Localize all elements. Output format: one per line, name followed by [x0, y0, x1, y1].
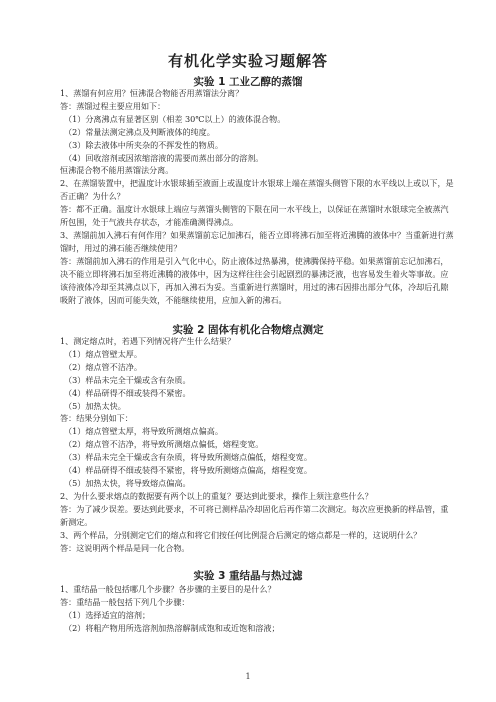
answer-line: 答：蒸馏前加入沸石的作用是引入气化中心，防止液体过热暴沸，使沸腾保持平稳。如果蒸馏前忘记加沸石，决不能立即将沸石加至将近沸腾的液体中，因为这样往往会引起剧烈的暴沸泛液，也容易发生着火等事故。应该待液体冷却至其沸点以下，再加入沸石为妥。当重新进行蒸馏时，用过的沸石因排出部分气体，冷却后孔隙吸附了液体，因而可能失效，不能继续使用，应加入新的沸石。	[60, 255, 449, 305]
answer-item: （3）样品未完全干燥或含有杂质，将导致所测熔点偏低，熔程变宽。	[64, 452, 312, 463]
answer-item: （4）回收溶剂或因浓缩溶液的需要而蒸出部分的溶剂。	[64, 152, 264, 163]
question-item: （3）样品未完全干燥或含有杂质。	[64, 374, 191, 385]
question-line: 2、在蒸馏装置中，把温度计水银球插至液面上或温度计水银球上端在蒸馏头侧管下限的水平线以上或以下，是否正确？为什么？	[60, 178, 454, 202]
page-number: 1	[245, 672, 251, 681]
answer-item: （2）熔点管不洁净，将导致所测熔点偏低，熔程变宽。	[64, 439, 264, 450]
answer-line: 恒沸混合物不能用蒸馏法分离。	[60, 165, 174, 176]
section-body	[48, 335, 456, 554]
question-line: 2、为什么要求熔点的数据要有两个以上的重复？要达到此要求，操作上须注意些什么？	[60, 490, 373, 501]
answer-item: （4）样品研得不细或装得不紧密，将导致所测熔点偏高，熔程变宽。	[64, 465, 312, 476]
section-heading: 实验 3 重结晶与热过滤	[193, 570, 303, 582]
question-line: 1、蒸馏有何应用？恒沸混合物能否用蒸馏法分离？	[60, 88, 244, 98]
answer-line: 答：这说明两个样品是同一化合物。	[60, 542, 190, 553]
answer-line: 答：结果分别如下：	[60, 413, 133, 424]
section-heading: 实验 2 固体有机化合物熔点测定	[172, 324, 324, 336]
answer-line: 答：为了减少误差。要达到此要求，不可将已测样品冷却固化后再作第二次测定。每次应更换新的样品管，重新测定。	[60, 503, 449, 527]
section-heading: 实验 1 工业乙醇的蒸馏	[193, 76, 303, 88]
answer-line: 答：蒸馏过程主要应用如下：	[60, 100, 166, 111]
answer-item: （2）常量法测定沸点及判断液体的纯度。	[64, 126, 215, 137]
answer-item: （2）将粗产物用所选溶剂加热溶解制成饱和或近饱和溶液；	[64, 622, 280, 633]
section-body	[48, 87, 456, 306]
answer-item: （3）除去液体中所夹杂的不挥发性的物质。	[64, 139, 223, 150]
question-line: 3、蒸馏前加入沸石有何作用？如果蒸馏前忘记加沸石，能否立即将沸石加至将近沸腾的液体中？当重新进行蒸馏时，用过的沸石能否继续使用？	[60, 229, 454, 253]
question-item: （2）熔点管不洁净。	[64, 361, 142, 372]
answer-item: （1）分离沸点有显著区别（相差 30℃以上）的液体混合物。	[64, 113, 286, 124]
question-line: 1、测定熔点时，若遇下列情况将产生什么结果？	[60, 336, 236, 346]
answer-item: （5）加热太快，将导致熔点偏高。	[64, 477, 191, 488]
question-item: （5）加热太快。	[64, 400, 126, 411]
answer-line: 答：都不正确。温度计水银球上端应与蒸馏头侧管的下限在同一水平线上，以保证在蒸馏时水银球完全被蒸汽所包围，处于气液共存状态，才能准确测得沸点。	[60, 204, 449, 228]
question-item: （4）样品研得不细或装得不紧密。	[64, 387, 191, 398]
answer-line: 答：重结晶一般包括下列几个步骤：	[60, 596, 190, 607]
question-line: 3、两个样品，分别测定它们的熔点和将它们按任何比例混合后测定的熔点都是一样的，这说明什么？	[60, 529, 422, 540]
section-body	[48, 583, 456, 635]
question-line: 1、重结晶一般包括哪几个步骤？各步骤的主要目的是什么？	[60, 584, 276, 594]
document-title: 有机化学实验习题解答	[167, 52, 328, 70]
answer-item: （1）选择适宜的溶剂；	[64, 609, 151, 620]
answer-item: （1）熔点管壁太厚，将导致所测熔点偏高。	[64, 426, 223, 437]
question-item: （1）熔点管壁太厚。	[64, 348, 142, 359]
